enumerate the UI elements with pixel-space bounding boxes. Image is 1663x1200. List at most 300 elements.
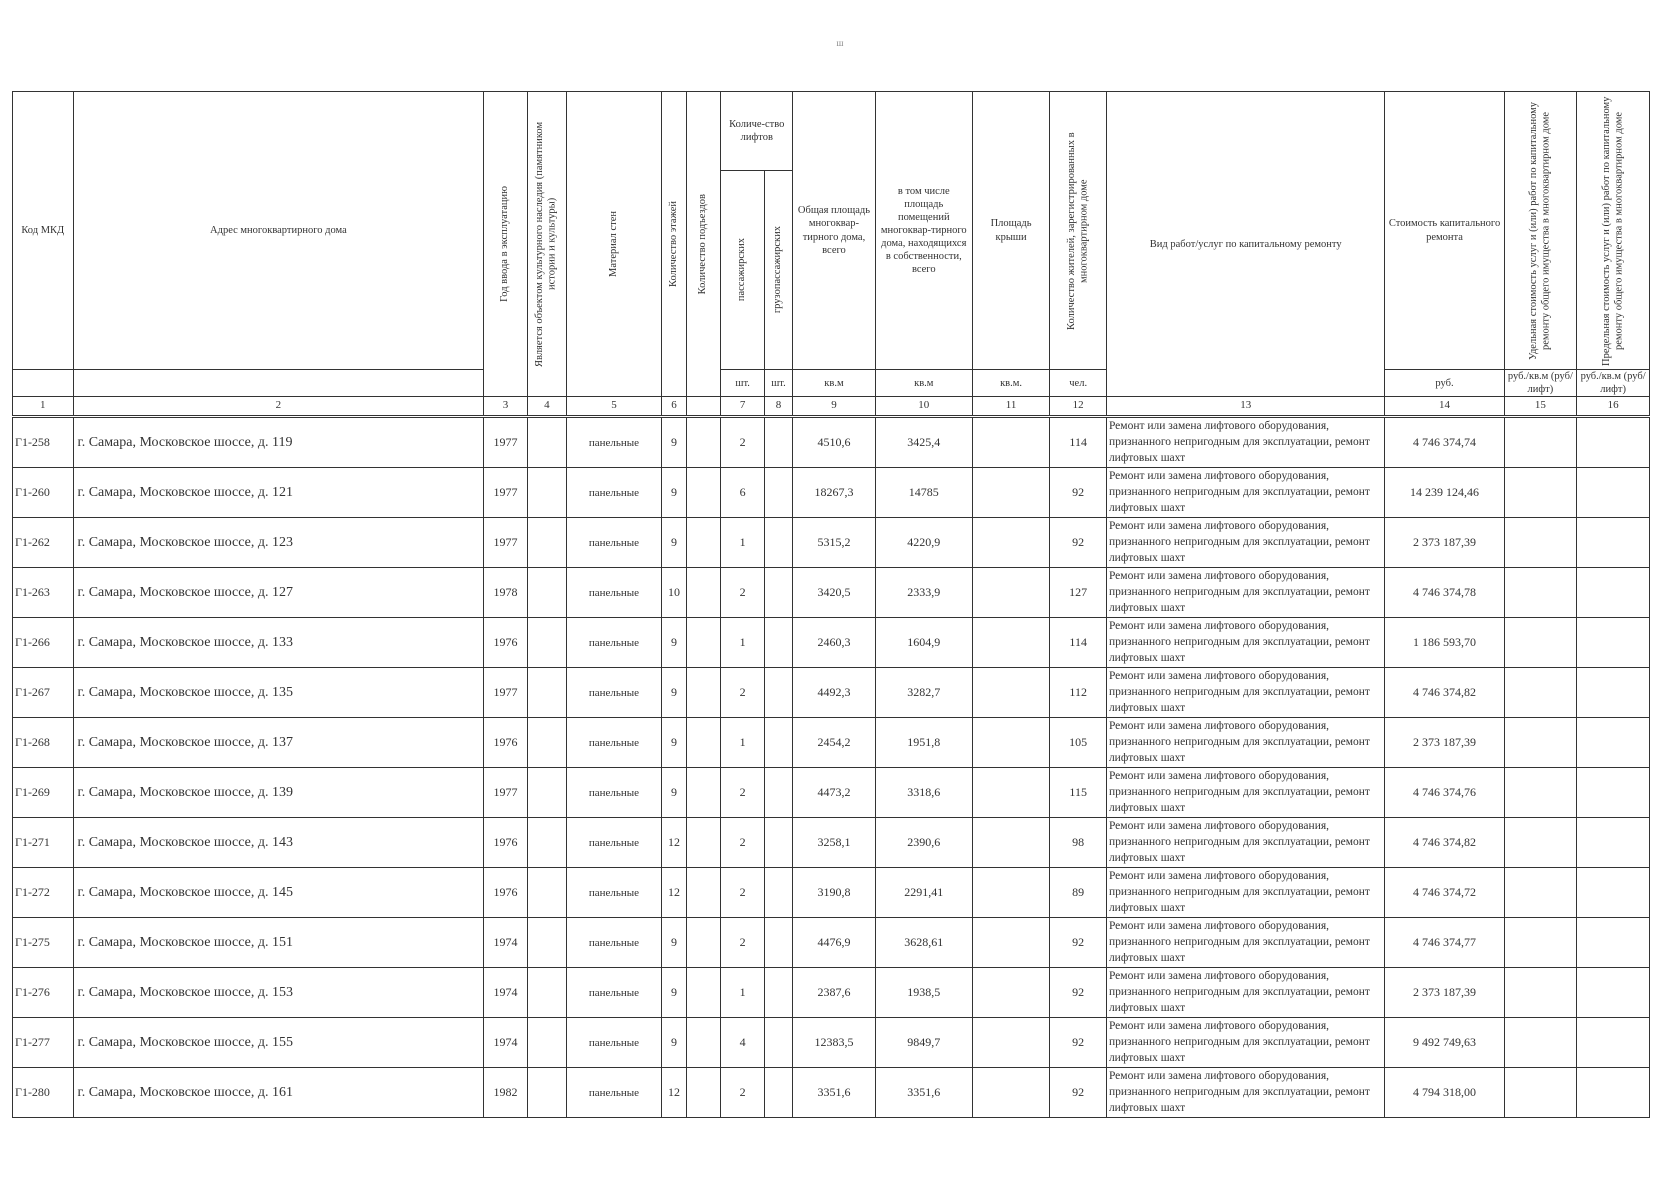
cargo-lift-count [764,918,792,968]
header-year: Год ввода в эксплуатацию [484,92,527,397]
cargo-lift-count [764,1018,792,1068]
cargo-lift-count [764,718,792,768]
heritage-status [527,1018,566,1068]
passenger-lift-count: 2 [721,818,764,868]
house-address: г. Самара, Московское шоссе, д. 119 [73,417,484,468]
cargo-lift-count [764,668,792,718]
resident-count: 114 [1050,618,1107,668]
repair-cost: 4 746 374,74 [1385,417,1504,468]
heritage-status [527,1068,566,1118]
roof-area [972,718,1050,768]
unit-cost [1504,718,1577,768]
floor-count: 10 [661,568,686,618]
floor-count: 9 [661,518,686,568]
heritage-status [527,618,566,668]
work-type: Ремонт или замена лифтового оборудования, признанного непригодным для эксплуатации, ремонт лифтовых шахт [1106,417,1385,468]
house-address: г. Самара, Московское шоссе, д. 155 [73,1018,484,1068]
heritage-status [527,718,566,768]
header-roof-area: Площадь крыши [972,92,1050,370]
owned-area: 4220,9 [875,518,972,568]
unit-cost [1504,968,1577,1018]
cargo-lift-count [764,818,792,868]
table-row [13,968,1650,1018]
repair-cost: 1 186 593,70 [1385,618,1504,668]
header-lifts-pass: пассажирских [721,171,764,370]
house-code: Г1-275 [13,918,74,968]
floor-count: 9 [661,1018,686,1068]
unit-cost [1504,918,1577,968]
cargo-lift-count [764,618,792,668]
year-built: 1974 [484,918,527,968]
roof-area [972,417,1050,468]
wall-material: панельные [567,668,662,718]
passenger-lift-count: 1 [721,718,764,768]
house-address: г. Самара, Московское шоссе, д. 127 [73,568,484,618]
total-area: 3420,5 [793,568,876,618]
owned-area: 3351,6 [875,1068,972,1118]
passenger-lift-count: 1 [721,618,764,668]
house-address: г. Самара, Московское шоссе, д. 143 [73,818,484,868]
wall-material: панельные [567,568,662,618]
house-address: г. Самара, Московское шоссе, д. 137 [73,718,484,768]
header-owned-area: в том числе площадь помещений многоквар-тирного дома, находящихся в собственности, всего [875,92,972,370]
repair-cost: 14 239 124,46 [1385,468,1504,518]
table-row [13,417,1650,468]
cargo-lift-count [764,768,792,818]
entrance-count [687,417,721,468]
owned-area: 2333,9 [875,568,972,618]
cargo-lift-count [764,868,792,918]
floor-count: 9 [661,718,686,768]
house-code: Г1-272 [13,868,74,918]
passenger-lift-count: 2 [721,918,764,968]
heritage-status [527,417,566,468]
owned-area: 1938,5 [875,968,972,1018]
column-number: 5 [567,397,662,417]
unit-cost [1504,1068,1577,1118]
wall-material: панельные [567,768,662,818]
year-built: 1976 [484,618,527,668]
entrance-count [687,718,721,768]
owned-area: 3318,6 [875,768,972,818]
entrance-count [687,568,721,618]
unit-cost [1504,768,1577,818]
unit-cost [1504,518,1577,568]
owned-area: 9849,7 [875,1018,972,1068]
cargo-lift-count [764,568,792,618]
total-area: 18267,3 [793,468,876,518]
unit-cost [1504,618,1577,668]
max-cost [1577,1018,1650,1068]
column-number: 15 [1504,397,1577,417]
wall-material: панельные [567,417,662,468]
header-walls: Материал стен [567,92,662,397]
max-cost [1577,768,1650,818]
resident-count: 112 [1050,668,1107,718]
resident-count: 92 [1050,968,1107,1018]
table-row [13,1018,1650,1068]
wall-material: панельные [567,968,662,1018]
repair-cost: 9 492 749,63 [1385,1018,1504,1068]
table-row [13,718,1650,768]
repair-cost: 2 373 187,39 [1385,718,1504,768]
header-entrances: Количество подъездов [687,92,721,397]
table-row [13,818,1650,868]
unit-cost [1504,818,1577,868]
unit-code [13,370,74,397]
column-number: 10 [875,397,972,417]
house-code: Г1-277 [13,1018,74,1068]
max-cost [1577,518,1650,568]
house-address: г. Самара, Московское шоссе, д. 139 [73,768,484,818]
table-row [13,1068,1650,1118]
repair-cost: 4 746 374,72 [1385,868,1504,918]
unit-cost [1504,868,1577,918]
unit-cost [1504,417,1577,468]
column-number: 12 [1050,397,1107,417]
heritage-status [527,518,566,568]
work-type: Ремонт или замена лифтового оборудования, признанного непригодным для эксплуатации, ремонт лифтовых шахт [1106,968,1385,1018]
floor-count: 9 [661,668,686,718]
column-number-blank [687,397,721,417]
entrance-count [687,768,721,818]
column-number: 3 [484,397,527,417]
year-built: 1976 [484,718,527,768]
passenger-lift-count: 2 [721,668,764,718]
heritage-status [527,868,566,918]
resident-count: 92 [1050,918,1107,968]
column-number: 16 [1577,397,1650,417]
work-type: Ремонт или замена лифтового оборудования, признанного непригодным для эксплуатации, ремонт лифтовых шахт [1106,1068,1385,1118]
passenger-lift-count: 1 [721,968,764,1018]
house-code: Г1-260 [13,468,74,518]
owned-area: 2291,41 [875,868,972,918]
entrance-count [687,868,721,918]
house-address: г. Самара, Московское шоссе, д. 135 [73,668,484,718]
resident-count: 105 [1050,718,1107,768]
heritage-status [527,568,566,618]
repair-cost: 4 746 374,82 [1385,818,1504,868]
resident-count: 92 [1050,518,1107,568]
wall-material: панельные [567,718,662,768]
house-address: г. Самара, Московское шоссе, д. 123 [73,518,484,568]
wall-material: панельные [567,468,662,518]
repair-cost: 4 746 374,76 [1385,768,1504,818]
resident-count: 127 [1050,568,1107,618]
table-body [13,417,1650,1118]
header-total-area: Общая площадь многоквар-тирного дома, всего [793,92,876,370]
wall-material: панельные [567,868,662,918]
total-area: 5315,2 [793,518,876,568]
max-cost [1577,918,1650,968]
house-code: Г1-271 [13,818,74,868]
header-cost: Стоимость капитального ремонта [1385,92,1504,370]
heritage-status [527,818,566,868]
column-number: 1 [13,397,74,417]
heritage-status [527,918,566,968]
total-area: 4510,6 [793,417,876,468]
max-cost [1577,568,1650,618]
max-cost [1577,468,1650,518]
roof-area [972,468,1050,518]
cargo-lift-count [764,417,792,468]
unit-roof-area: кв.м. [972,370,1050,397]
unit-total-area: кв.м [793,370,876,397]
total-area: 12383,5 [793,1018,876,1068]
column-number: 14 [1385,397,1504,417]
roof-area [972,818,1050,868]
unit-residents: чел. [1050,370,1107,397]
work-type: Ремонт или замена лифтового оборудования, признанного непригодным для эксплуатации, ремонт лифтовых шахт [1106,1018,1385,1068]
unit-cost [1504,1018,1577,1068]
header-max-cost: Предельная стоимость услуг и (или) работ по капитальному ремонту общего имущества в многоквартирном доме [1577,92,1650,370]
roof-area [972,518,1050,568]
passenger-lift-count: 1 [721,518,764,568]
resident-count: 98 [1050,818,1107,868]
column-number: 9 [793,397,876,417]
work-type: Ремонт или замена лифтового оборудования, признанного непригодным для эксплуатации, ремонт лифтовых шахт [1106,568,1385,618]
house-address: г. Самара, Московское шоссе, д. 161 [73,1068,484,1118]
roof-area [972,1068,1050,1118]
max-cost [1577,618,1650,668]
house-address: г. Самара, Московское шоссе, д. 121 [73,468,484,518]
header-unit-cost: Удельная стоимость услуг и (или) работ по капитальному ремонту общего имущества в многоквартирном доме [1504,92,1577,370]
resident-count: 89 [1050,868,1107,918]
wall-material: панельные [567,1068,662,1118]
header-address: Адрес многоквартирного дома [73,92,484,370]
house-address: г. Самара, Московское шоссе, д. 133 [73,618,484,668]
wall-material: панельные [567,918,662,968]
total-area: 4473,2 [793,768,876,818]
house-code: Г1-263 [13,568,74,618]
heritage-status [527,968,566,1018]
entrance-count [687,468,721,518]
floor-count: 9 [661,918,686,968]
total-area: 2454,2 [793,718,876,768]
column-number: 8 [764,397,792,417]
year-built: 1977 [484,518,527,568]
roof-area [972,668,1050,718]
year-built: 1977 [484,468,527,518]
owned-area: 1604,9 [875,618,972,668]
house-address: г. Самара, Московское шоссе, д. 151 [73,918,484,968]
house-code: Г1-280 [13,1068,74,1118]
unit-cost [1504,468,1577,518]
table-row [13,768,1650,818]
max-cost [1577,1068,1650,1118]
header-code: Код МКД [13,92,74,370]
unit-max-cost: руб./кв.м (руб/лифт) [1577,370,1650,397]
passenger-lift-count: 2 [721,768,764,818]
cargo-lift-count [764,468,792,518]
year-built: 1982 [484,1068,527,1118]
house-code: Г1-258 [13,417,74,468]
column-number: 7 [721,397,764,417]
house-code: Г1-266 [13,618,74,668]
year-built: 1974 [484,1018,527,1068]
header-work-type: Вид работ/услуг по капитальному ремонту [1106,92,1385,397]
table-row [13,668,1650,718]
capital-repair-table [12,91,1650,1118]
year-built: 1977 [484,768,527,818]
resident-count: 92 [1050,1068,1107,1118]
floor-count: 9 [661,968,686,1018]
column-number: 2 [73,397,484,417]
repair-cost: 2 373 187,39 [1385,968,1504,1018]
year-built: 1976 [484,868,527,918]
owned-area: 3425,4 [875,417,972,468]
resident-count: 115 [1050,768,1107,818]
owned-area: 2390,6 [875,818,972,868]
roof-area [972,768,1050,818]
floor-count: 9 [661,618,686,668]
roof-area [972,568,1050,618]
year-built: 1977 [484,417,527,468]
roof-area [972,968,1050,1018]
header-residents: Количество жителей, зарегистрированных в многоквартирном доме [1050,92,1107,370]
entrance-count [687,918,721,968]
repair-cost: 4 746 374,77 [1385,918,1504,968]
column-number: 6 [661,397,686,417]
owned-area: 1951,8 [875,718,972,768]
wall-material: панельные [567,1018,662,1068]
entrance-count [687,818,721,868]
unit-address [73,370,484,397]
header-lifts: Количе-ство лифтов [721,92,793,171]
work-type: Ремонт или замена лифтового оборудования, признанного непригодным для эксплуатации, ремонт лифтовых шахт [1106,518,1385,568]
passenger-lift-count: 4 [721,1018,764,1068]
cargo-lift-count [764,1068,792,1118]
work-type: Ремонт или замена лифтового оборудования, признанного непригодным для эксплуатации, ремонт лифтовых шахт [1106,768,1385,818]
house-address: г. Самара, Московское шоссе, д. 153 [73,968,484,1018]
table-row [13,468,1650,518]
work-type: Ремонт или замена лифтового оборудования, признанного непригодным для эксплуатации, ремонт лифтовых шахт [1106,618,1385,668]
year-built: 1974 [484,968,527,1018]
unit-cost: руб. [1385,370,1504,397]
entrance-count [687,618,721,668]
max-cost [1577,718,1650,768]
column-number: 11 [972,397,1050,417]
max-cost [1577,668,1650,718]
roof-area [972,1018,1050,1068]
floor-count: 9 [661,768,686,818]
max-cost [1577,417,1650,468]
header-lifts-cargo: грузопассажирских [764,171,792,370]
owned-area: 3628,61 [875,918,972,968]
passenger-lift-count: 2 [721,868,764,918]
resident-count: 92 [1050,468,1107,518]
table-row [13,918,1650,968]
year-built: 1976 [484,818,527,868]
floor-count: 12 [661,1068,686,1118]
wall-material: панельные [567,618,662,668]
floor-count: 12 [661,868,686,918]
table-row [13,868,1650,918]
resident-count: 92 [1050,1018,1107,1068]
year-built: 1978 [484,568,527,618]
page-number: ш [836,38,844,48]
work-type: Ремонт или замена лифтового оборудования, признанного непригодным для эксплуатации, ремонт лифтовых шахт [1106,468,1385,518]
heritage-status [527,668,566,718]
passenger-lift-count: 2 [721,568,764,618]
header-heritage: Является объектом культурного наследия (памятником истории и культуры) [527,92,566,397]
house-code: Г1-276 [13,968,74,1018]
entrance-count [687,668,721,718]
total-area: 3190,8 [793,868,876,918]
cargo-lift-count [764,968,792,1018]
unit-cost [1504,568,1577,618]
total-area: 4492,3 [793,668,876,718]
total-area: 2460,3 [793,618,876,668]
owned-area: 14785 [875,468,972,518]
unit-owned-area: кв.м [875,370,972,397]
repair-cost: 4 746 374,78 [1385,568,1504,618]
work-type: Ремонт или замена лифтового оборудования, признанного непригодным для эксплуатации, ремонт лифтовых шахт [1106,818,1385,868]
total-area: 2387,6 [793,968,876,1018]
wall-material: панельные [567,818,662,868]
floor-count: 9 [661,417,686,468]
roof-area [972,868,1050,918]
floor-count: 9 [661,468,686,518]
max-cost [1577,868,1650,918]
work-type: Ремонт или замена лифтового оборудования, признанного непригодным для эксплуатации, ремонт лифтовых шахт [1106,918,1385,968]
repair-cost: 4 794 318,00 [1385,1068,1504,1118]
repair-cost: 2 373 187,39 [1385,518,1504,568]
table-row [13,618,1650,668]
resident-count: 114 [1050,417,1107,468]
owned-area: 3282,7 [875,668,972,718]
total-area: 3351,6 [793,1068,876,1118]
total-area: 3258,1 [793,818,876,868]
passenger-lift-count: 2 [721,1068,764,1118]
roof-area [972,618,1050,668]
max-cost [1577,968,1650,1018]
passenger-lift-count: 6 [721,468,764,518]
work-type: Ремонт или замена лифтового оборудования, признанного непригодным для эксплуатации, ремонт лифтовых шахт [1106,868,1385,918]
house-code: Г1-262 [13,518,74,568]
work-type: Ремонт или замена лифтового оборудования, признанного непригодным для эксплуатации, ремонт лифтовых шахт [1106,668,1385,718]
table-row [13,518,1650,568]
entrance-count [687,968,721,1018]
column-number: 4 [527,397,566,417]
work-type: Ремонт или замена лифтового оборудования, признанного непригодным для эксплуатации, ремонт лифтовых шахт [1106,718,1385,768]
max-cost [1577,818,1650,868]
entrance-count [687,518,721,568]
cargo-lift-count [764,518,792,568]
house-code: Г1-268 [13,718,74,768]
year-built: 1977 [484,668,527,718]
column-number: 13 [1106,397,1385,417]
header-floors: Количество этажей [661,92,686,397]
entrance-count [687,1018,721,1068]
total-area: 4476,9 [793,918,876,968]
heritage-status [527,468,566,518]
heritage-status [527,768,566,818]
unit-lifts-cargo: шт. [764,370,792,397]
floor-count: 12 [661,818,686,868]
unit-cost [1504,668,1577,718]
house-address: г. Самара, Московское шоссе, д. 145 [73,868,484,918]
house-code: Г1-267 [13,668,74,718]
wall-material: панельные [567,518,662,568]
house-code: Г1-269 [13,768,74,818]
passenger-lift-count: 2 [721,417,764,468]
entrance-count [687,1068,721,1118]
repair-cost: 4 746 374,82 [1385,668,1504,718]
unit-unit-cost: руб./кв.м (руб/лифт) [1504,370,1577,397]
roof-area [972,918,1050,968]
table-row [13,568,1650,618]
